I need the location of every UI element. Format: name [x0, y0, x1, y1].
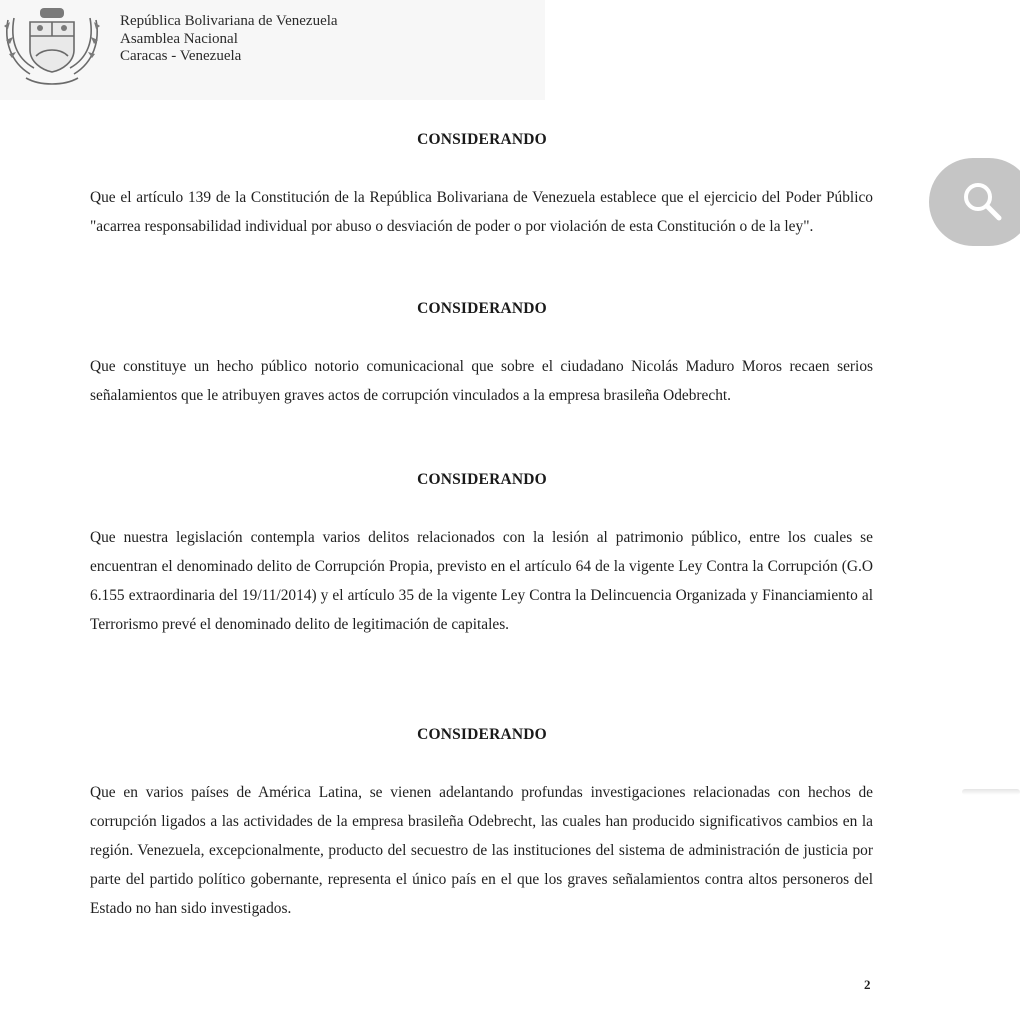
- institution-location: Caracas - Venezuela: [120, 48, 242, 64]
- institution-name: Asamblea Nacional: [120, 30, 238, 47]
- coat-of-arms-icon: [0, 0, 104, 88]
- section-paragraph: Que constituye un hecho público notorio comunicacional que sobre el ciudadano Nicolás Maduro Moros recaen serios señalamientos que le atribuyen graves actos de corrupción vinculados a la empresa brasileña Odebrecht.: [90, 358, 873, 404]
- country-name: República Bolivariana de Venezuela: [120, 13, 338, 29]
- institution-header: [120, 13, 338, 66]
- section-paragraph: Que en varios países de América Latina, se vienen adelantando profundas investigaciones relacionadas con hechos de corrupción ligados a las actividades de la empresa brasileña Odebrecht, las cuales han producido significativos cambios en la región. Venezuela, excepcionalmente, producto del secuestro de las instituciones del sistema de administración de justicia por parte del partido político gobernante, representa el único país en el que los graves señalamientos contra altos personeros del Estado no han sido investigados.: [90, 784, 873, 917]
- section-heading: CONSIDERANDO: [417, 726, 547, 743]
- page-number: 2: [864, 977, 871, 992]
- section-paragraph: Que el artículo 139 de la Constitución de la República Bolivariana de Venezuela establece que el ejercicio del Poder Público "acarrea responsabilidad individual por abuso o desviación de poder o por violación de esta Constitución o de la ley".: [90, 189, 873, 235]
- search-icon: [961, 180, 1003, 222]
- section-heading: CONSIDERANDO: [417, 300, 547, 317]
- letterhead: [0, 0, 545, 100]
- page-edge-shadow: [962, 789, 1020, 795]
- section-heading: CONSIDERANDO: [417, 131, 547, 148]
- section-heading: CONSIDERANDO: [417, 471, 547, 488]
- section-paragraph: Que nuestra legislación contempla varios delitos relacionados con la lesión al patrimonio público, entre los cuales se encuentran el denominado delito de Corrupción Propia, previsto en el artículo 64 de la vigente Ley Contra la Corrupción (G.O 6.155 extraordinaria del 19/11/2014) y el artículo 35 de la vigente Ley Contra la Delincuencia Organizada y Financiamiento al Terrorismo prevé el denominado delito de legitimación de capitales.: [90, 529, 873, 633]
- search-button[interactable]: [929, 158, 1020, 246]
